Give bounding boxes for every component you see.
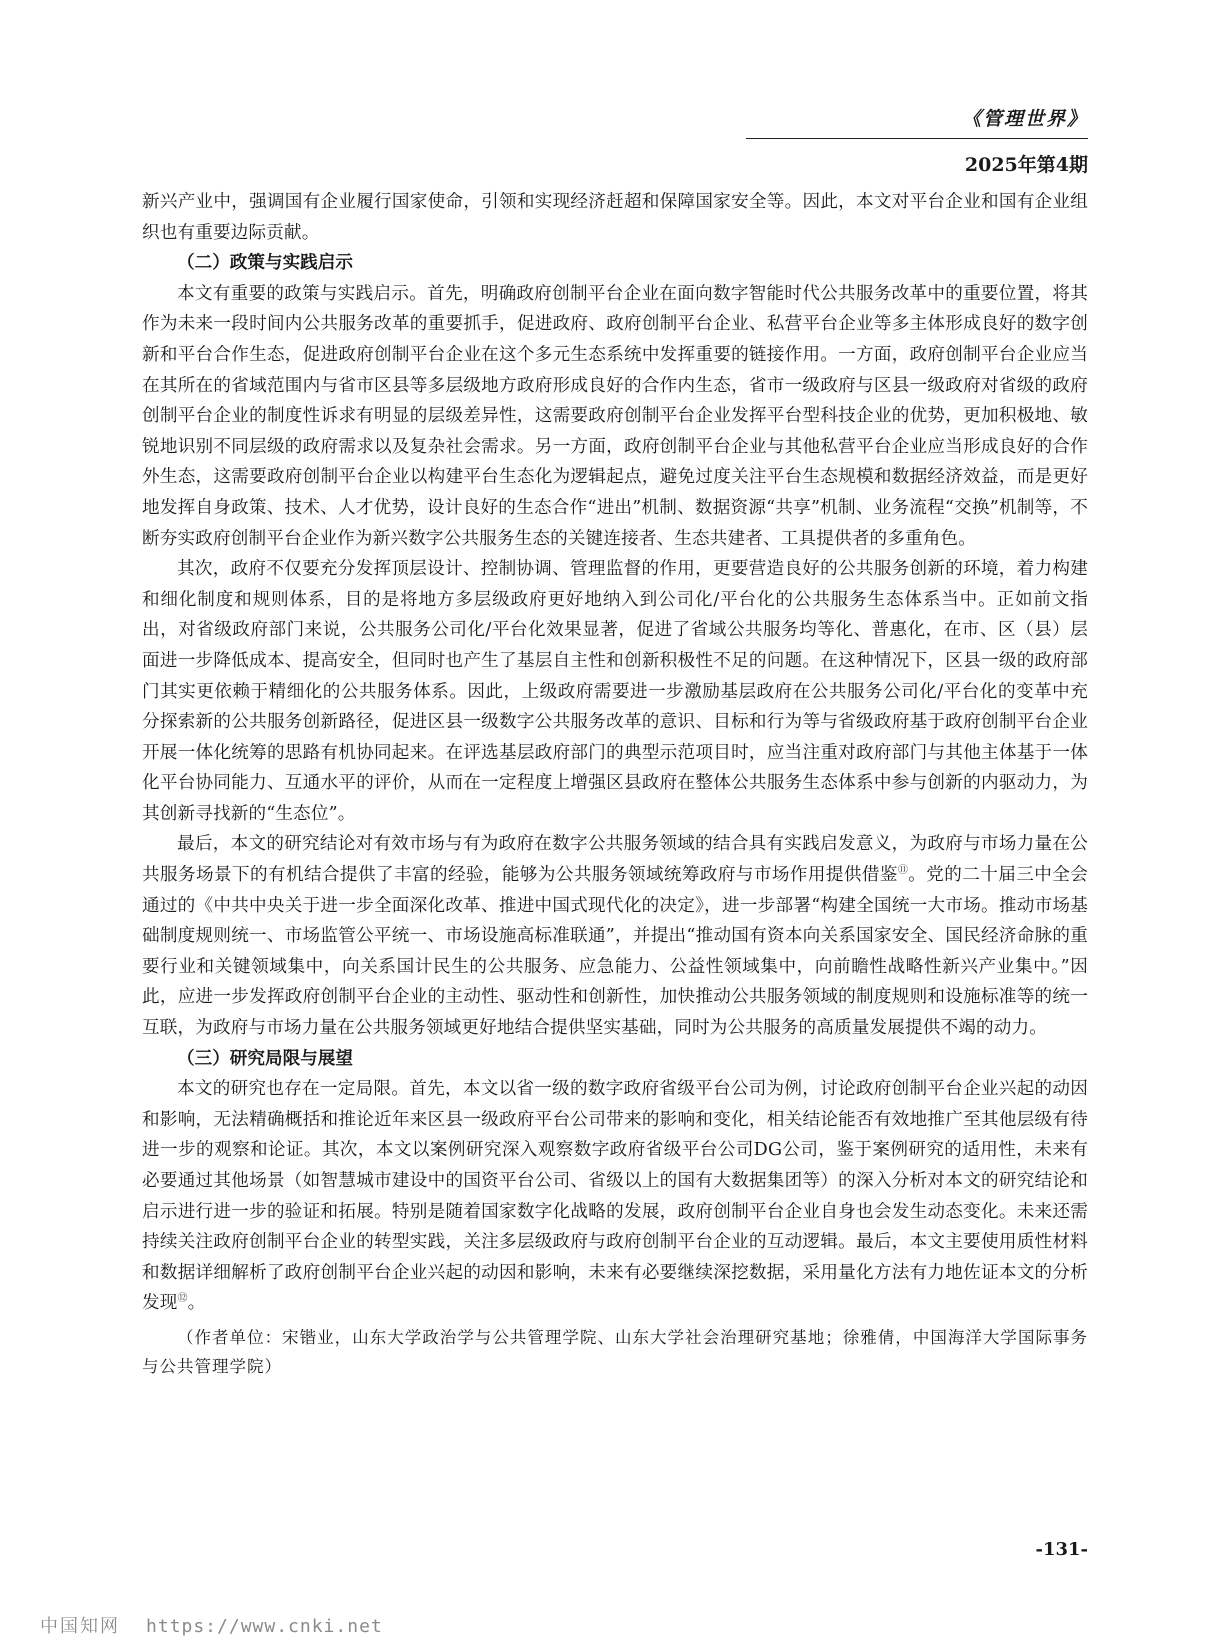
paragraph-5-text-b: 。 bbox=[187, 1293, 206, 1314]
section-heading-policy: （二）政策与实践启示 bbox=[177, 252, 353, 274]
issue-label: 2025年第4期 bbox=[964, 154, 1088, 176]
cnki-url-link[interactable]: https://www.cnki.net bbox=[146, 1616, 383, 1637]
footer-watermark bbox=[40, 1612, 383, 1638]
author-affiliation: （作者单位：宋锴业，山东大学政治学与公共管理学院、山东大学社会治理研究基地；徐雅倩，中国海洋大学国际事务与公共管理学院） bbox=[142, 1327, 1088, 1376]
section-heading-limitations: （三）研究局限与展望 bbox=[177, 1047, 353, 1069]
footnote-ref-11[interactable]: ⑪ bbox=[897, 865, 909, 877]
article-body bbox=[142, 187, 1088, 1381]
footnote-ref-12[interactable]: ⑫ bbox=[177, 1293, 188, 1305]
paragraph-4-text-b: 。党的二十届三中全会通过的《中共中央关于进一步全面深化改革、推进中国式现代化的决定》，进一步部署“构建全国统一大市场。推动市场基础制度规则统一、市场监管公平统一、市场设施高标准联通”，并提出“推动国有资本向关系国家安全、国民经济命脉的重要行业和关键领域集中，向关系国计民生的公共服务、应急能力、公益性领域集中，向前瞻性战略性新兴产业集中。”因此，应进一步发挥政府创制平台企业的主动性、驱动性和创新性，加快推动公共服务领域的制度规则和设施标准等的统一互联，为政府与市场力量在公共服务领域更好地结合提供坚实基础，同时为公共服务的高质量发展提供不竭的动力。 bbox=[142, 865, 1088, 1039]
paragraph-4-text-a: 最后，本文的研究结论对有效市场与有为政府在数字公共服务领域的结合具有实践启发意义，为政府与市场力量在公共服务场景下的有机结合提供了丰富的经验，能够为公共服务领域统筹政府与市场作用提供借鉴 bbox=[142, 834, 1088, 886]
paragraph-4 bbox=[142, 829, 1088, 1043]
journal-title: 《管理世界》 bbox=[961, 108, 1088, 130]
paragraph-5-text-a: 本文的研究也存在一定局限。首先，本文以省一级的数字政府省级平台公司为例，讨论政府创制平台企业兴起的动因和影响，无法精确概括和推论近年来区县一级政府平台公司带来的影响和变化，相关结论能否有效地推广至其他层级有待进一步的观察和论证。其次，本文以案例研究深入观察数字政府省级平台公司DG公司，鉴于案例研究的适用性，未来有必要通过其他场景（如智慧城市建设中的国资平台公司、省级以上的国有大数据集团等）的深入分析对本文的研究结论和启示进行进一步的验证和拓展。特别是随着国家数字化战略的发展，政府创制平台企业自身也会发生动态变化。未来还需持续关注政府创制平台企业的转型实践，关注多层级政府与政府创制平台企业的互动逻辑。最后，本文主要使用质性材料和数据详细解析了政府创制平台企业兴起的动因和影响，未来有必要继续深挖数据，采用量化方法有力地佐证本文的分析发现 bbox=[142, 1079, 1088, 1314]
paragraph-2: 本文有重要的政策与实践启示。首先，明确政府创制平台企业在面向数字智能时代公共服务改革中的重要位置，将其作为未来一段时间内公共服务改革的重要抓手，促进政府、政府创制平台企业、私营平台企业等多主体形成良好的数字创新和平台合作生态，促进政府创制平台企业在这个多元生态系统中发挥重要的链接作用。一方面，政府创制平台企业应当在其所在的省域范围内与省市区县等多层级地方政府形成良好的合作内生态，省市一级政府与区县一级政府对省级的政府创制平台企业的制度性诉求有明显的层级差异性，这需要政府创制平台企业发挥平台型科技企业的优势，更加积极地、敏锐地识别不同层级的政府需求以及复杂社会需求。另一方面，政府创制平台企业与其他私营平台企业应当形成良好的合作外生态，这需要政府创制平台企业以构建平台生态化为逻辑起点，避免过度关注平台生态规模和数据经济效益，而是更好地发挥自身政策、技术、人才优势，设计良好的生态合作“进出”机制、数据资源“共享”机制、业务流程“交换”机制等，不断夯实政府创制平台企业作为新兴数字公共服务生态的关键连接者、生态共建者、工具提供者的多重角色。 bbox=[142, 283, 1088, 549]
paragraph-1: 新兴产业中，强调国有企业履行国家使命，引领和实现经济赶超和保障国家安全等。因此，本文对平台企业和国有企业组织也有重要边际贡献。 bbox=[142, 192, 1088, 243]
header-rule bbox=[746, 138, 1088, 139]
page-number: -131- bbox=[1035, 1539, 1088, 1560]
cnki-brand: 中国知网 bbox=[40, 1616, 120, 1637]
paragraph-5 bbox=[142, 1074, 1088, 1319]
paragraph-3: 其次，政府不仅要充分发挥顶层设计、控制协调、管理监督的作用，更要营造良好的公共服务创新的环境，着力构建和细化制度和规则体系，目的是将地方多层级政府更好地纳入到公司化/平台化的公共服务生态体系当中。正如前文指出，对省级政府部门来说，公共服务公司化/平台化效果显著，促进了省域公共服务均等化、普惠化，在市、区（县）层面进一步降低成本、提高安全，但同时也产生了基层自主性和创新积极性不足的问题。在这种情况下，区县一级的政府部门其实更依赖于精细化的公共服务体系。因此，上级政府需要进一步激励基层政府在公共服务公司化/平台化的变革中充分探索新的公共服务创新路径，促进区县一级数字公共服务改革的意识、目标和行为等与省级政府基于政府创制平台企业开展一体化统筹的思路有机协同起来。在评选基层政府部门的典型示范项目时，应当注重对政府部门与其他主体基于一体化平台协同能力、互通水平的评价，从而在一定程度上增强区县政府在整体公共服务生态体系中参与创新的内驱动力，为其创新寻找新的“生态位”。 bbox=[142, 559, 1088, 824]
